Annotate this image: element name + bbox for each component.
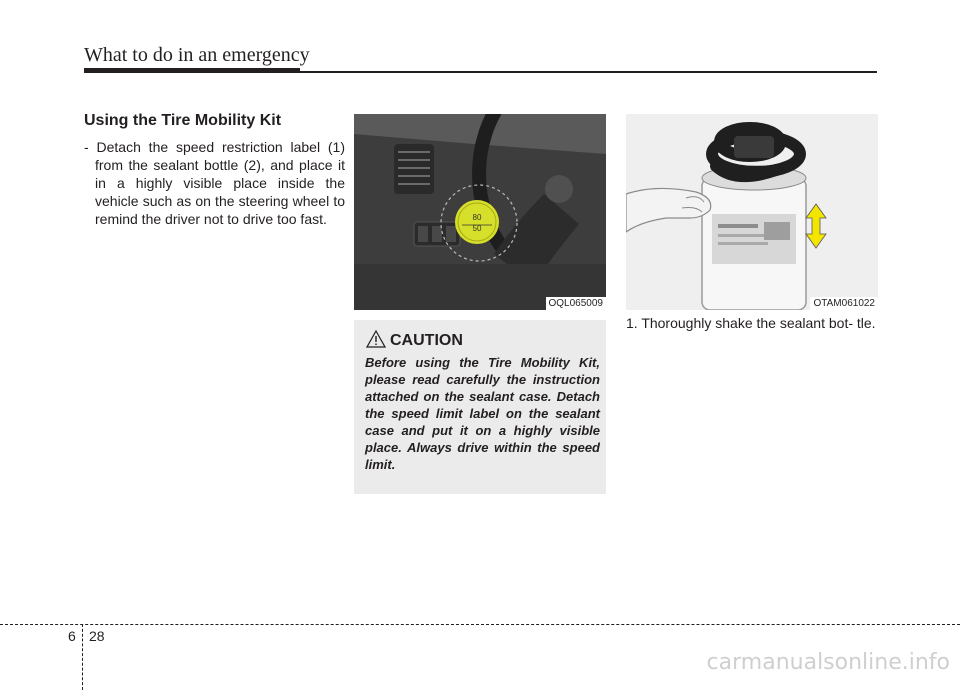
caution-text: Before using the Tire Mobility Kit, please read carefully the instruction attached on the sealant case. Detach the speed limit label on the sealant case and put it on a highly visible place. Always drive within the speed limit.: [365, 355, 600, 472]
warning-triangle-icon: [366, 330, 386, 348]
sealant-figure-code: OTAM061022: [810, 297, 878, 310]
dashboard-figure-code: OQL065009: [546, 297, 607, 310]
sealant-bottle-shake-illustration: [626, 114, 878, 310]
caution-box: [354, 320, 606, 494]
speed-label-bottom: 50: [472, 224, 482, 233]
chapter-number: 6: [68, 628, 76, 644]
speed-label-top: 80: [472, 213, 482, 222]
instruction-bullet: - Detach the speed restriction label (1) from the sealant bottle (2), and place it in a highly visible place inside the vehicle such as on the steering wheel to remind the driver not to drive too fast.: [84, 139, 345, 227]
dashboard-figure: [354, 114, 606, 310]
caution-title: CAUTION: [390, 332, 463, 349]
page-header-title: What to do in an emergency: [84, 44, 310, 66]
section-heading: Using the Tire Mobility Kit: [84, 112, 282, 129]
step-1-text: 1. Thoroughly shake the sealant bot- tle.: [626, 315, 876, 331]
watermark: carmanualsonline.info: [706, 650, 950, 675]
page-number: 28: [89, 628, 105, 644]
header-rule-thin: [84, 71, 877, 73]
dashboard-speed-label-illustration: [354, 114, 606, 310]
footer-vertical-divider: [82, 624, 83, 690]
sealant-figure: [626, 114, 878, 310]
footer-divider: [0, 624, 960, 625]
